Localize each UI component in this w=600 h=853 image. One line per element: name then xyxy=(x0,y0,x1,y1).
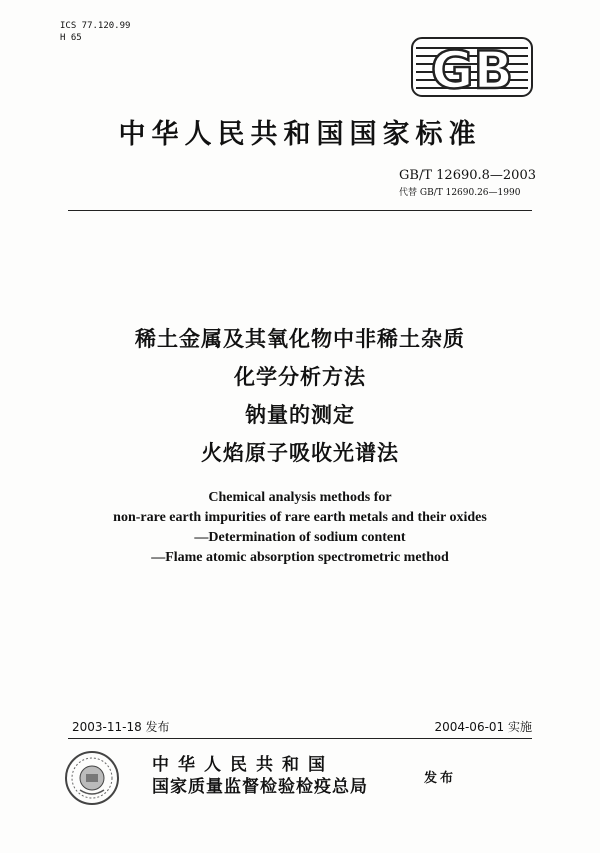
english-title-line: —Determination of sodium content xyxy=(194,530,406,545)
chinese-title-line: 钠量的测定 xyxy=(245,403,355,427)
national-standard-heading: 中华人民共和国国家标准 xyxy=(118,119,482,150)
chinese-title xyxy=(0,320,600,472)
classification-codes xyxy=(60,20,130,44)
footer-divider xyxy=(68,738,532,739)
english-title-line: —Flame atomic absorption spectrometric method xyxy=(151,550,449,565)
standard-number-block xyxy=(399,168,536,198)
gb-logo-text: GB xyxy=(430,41,514,98)
replaces-standard: 代替 GB/T 12690.26—1990 xyxy=(399,188,521,198)
chinese-title-line: 火焰原子吸收光谱法 xyxy=(201,441,399,465)
implementation-date: 2004-06-01 实施 xyxy=(434,720,532,734)
issuer-line-2: 国家质量监督检验检疫总局 xyxy=(152,777,368,797)
gb-logo xyxy=(410,36,534,98)
english-title-line: non-rare earth impurities of rare earth metals and their oxides xyxy=(113,510,487,525)
chinese-title-line: 稀土金属及其氧化物中非稀土杂质 xyxy=(135,327,465,351)
ics-code: ICS 77.120.99 xyxy=(60,21,131,31)
english-title-line: Chemical analysis methods for xyxy=(208,490,392,505)
ccs-code: H 65 xyxy=(60,33,82,43)
issuing-authority xyxy=(152,754,368,798)
header-divider xyxy=(68,210,532,211)
chinese-title-line: 化学分析方法 xyxy=(234,365,366,389)
standard-number: GB/T 12690.8—2003 xyxy=(399,168,536,183)
issue-date: 2003-11-18 发布 xyxy=(72,720,170,734)
official-seal-icon xyxy=(64,750,120,806)
issue-label: 发布 xyxy=(424,771,457,786)
english-title xyxy=(0,488,600,568)
issuer-line-1: 中华人民共和国 xyxy=(152,755,334,775)
